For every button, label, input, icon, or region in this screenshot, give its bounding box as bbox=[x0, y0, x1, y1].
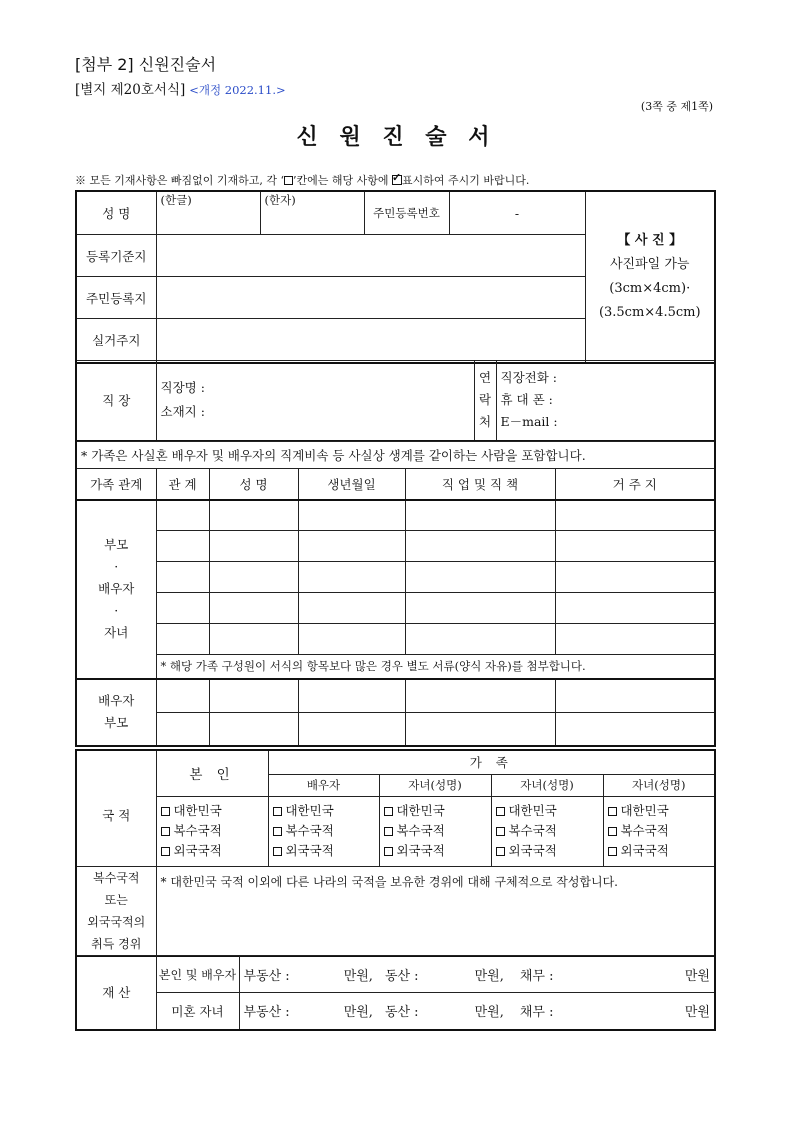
location-label: 소재지 : bbox=[160, 404, 205, 420]
option-label: 복수국적 bbox=[396, 823, 445, 838]
family-cell[interactable] bbox=[156, 679, 209, 713]
checked-checkbox-icon bbox=[392, 175, 402, 185]
nationality-table bbox=[75, 749, 716, 957]
note-text-3: 표시하여 주시기 바랍니다. bbox=[402, 174, 530, 187]
header-family-relation: 가족 관계 bbox=[76, 469, 156, 500]
instruction-note bbox=[75, 172, 529, 188]
unit-label: 만원, bbox=[474, 1005, 504, 1021]
unit-label: 만원 bbox=[684, 1005, 710, 1021]
empty-checkbox-icon bbox=[284, 176, 293, 185]
option-foreign[interactable] bbox=[608, 841, 711, 861]
address-field[interactable] bbox=[156, 277, 585, 319]
member-child-3: 자녀(성명) bbox=[603, 774, 715, 796]
group1-line-1: 부모 bbox=[104, 537, 129, 552]
family-cell[interactable] bbox=[555, 624, 715, 655]
family-cell[interactable] bbox=[209, 713, 298, 746]
form-number-text: [별지 제20호서식] bbox=[75, 82, 186, 98]
workplace-field[interactable] bbox=[156, 361, 474, 441]
contact-char-3: 처 bbox=[478, 414, 492, 430]
unit-label: 만원, bbox=[343, 968, 373, 984]
member-child-1: 자녀(성명) bbox=[379, 774, 491, 796]
self-label bbox=[156, 750, 268, 796]
option-korean[interactable] bbox=[496, 801, 599, 821]
option-label: 복수국적 bbox=[620, 823, 669, 838]
assets-table bbox=[75, 955, 716, 1031]
family-cell[interactable] bbox=[405, 713, 555, 746]
checkbox-icon[interactable] bbox=[273, 847, 282, 856]
group1-line-5: 자녀 bbox=[104, 625, 129, 640]
header-name: 성 명 bbox=[209, 469, 298, 500]
checkbox-icon[interactable] bbox=[496, 847, 505, 856]
option-korean[interactable] bbox=[608, 801, 711, 821]
rrn-label: 주민등록번호 bbox=[365, 192, 450, 234]
nat-options-child-2 bbox=[491, 796, 603, 866]
assets-label: 재 산 bbox=[76, 956, 156, 1030]
family-nat-label-text: 가 족 bbox=[469, 755, 513, 771]
self-label-text: 본 인 bbox=[189, 767, 235, 784]
nationality-label: 국 적 bbox=[76, 750, 156, 866]
family-cell[interactable] bbox=[209, 531, 298, 562]
checkbox-icon[interactable] bbox=[384, 827, 393, 836]
family-cell[interactable] bbox=[298, 531, 405, 562]
family-cell[interactable] bbox=[405, 500, 555, 531]
form-number bbox=[75, 78, 286, 98]
family-cell[interactable] bbox=[298, 593, 405, 624]
option-label: 대한민국 bbox=[508, 803, 557, 818]
family-extra-note: * 해당 가족 구성원이 서식의 항목보다 많은 경우 별도 서류(양식 자유)를 첨부합니다. bbox=[156, 655, 715, 679]
family-cell[interactable] bbox=[156, 593, 209, 624]
option-label: 외국국적 bbox=[620, 843, 669, 858]
option-foreign[interactable] bbox=[496, 841, 599, 861]
option-label: 외국국적 bbox=[508, 843, 557, 858]
family-table bbox=[75, 441, 716, 747]
checkbox-icon[interactable] bbox=[608, 847, 617, 856]
unit-label: 만원 bbox=[684, 968, 710, 984]
option-label: 복수국적 bbox=[508, 823, 557, 838]
option-dual[interactable] bbox=[496, 821, 599, 841]
option-dual[interactable] bbox=[273, 821, 375, 841]
name-korean-field[interactable] bbox=[156, 191, 260, 235]
workplace-label: 직 장 bbox=[76, 361, 156, 441]
group1-line-4: · bbox=[114, 603, 119, 618]
option-label: 복수국적 bbox=[285, 823, 334, 838]
family-cell[interactable] bbox=[156, 713, 209, 746]
family-cell[interactable] bbox=[209, 624, 298, 655]
photo-title: 【 사 진 】 bbox=[617, 232, 683, 248]
work-phone-label: 직장전화 : bbox=[500, 370, 557, 386]
email-label: E－mail : bbox=[500, 414, 558, 430]
movable-label: 동산 : bbox=[384, 968, 419, 984]
assets-field-self-spouse[interactable] bbox=[239, 956, 715, 993]
debt-label: 채무 : bbox=[519, 968, 554, 984]
group1-line-2: · bbox=[114, 559, 119, 574]
group2-line-2: 부모 bbox=[104, 715, 129, 730]
attachment-label: [첨부 2] 신원진술서 bbox=[75, 55, 217, 74]
family-cell[interactable] bbox=[298, 624, 405, 655]
option-foreign[interactable] bbox=[161, 841, 264, 861]
registry-field[interactable] bbox=[156, 235, 585, 277]
dual-nationality-field[interactable] bbox=[156, 866, 715, 956]
contact-field[interactable] bbox=[496, 361, 715, 441]
family-cell[interactable] bbox=[209, 562, 298, 593]
option-label: 외국국적 bbox=[285, 843, 334, 858]
mobile-label: 휴 대 폰 : bbox=[500, 392, 553, 408]
group2-line-1: 배우자 bbox=[98, 693, 135, 708]
unit-label: 만원, bbox=[474, 968, 504, 984]
family-note: * 가족은 사실혼 배우자 및 배우자의 직계비속 등 사실상 생계를 같이하는 사람을 포함합니다. bbox=[76, 442, 715, 469]
group-spouse-parents bbox=[76, 679, 156, 746]
option-foreign[interactable] bbox=[384, 841, 487, 861]
option-label: 대한민국 bbox=[285, 803, 334, 818]
family-cell[interactable] bbox=[405, 593, 555, 624]
dual-note: * 대한민국 국적 이외에 다른 나라의 국적을 보유한 경위에 대해 구체적으로 작성합니다. bbox=[160, 874, 618, 889]
option-dual[interactable] bbox=[608, 821, 711, 841]
checkbox-icon[interactable] bbox=[384, 847, 393, 856]
assets-row-unmarried-children: 미혼 자녀 bbox=[156, 993, 239, 1030]
family-cell[interactable] bbox=[555, 531, 715, 562]
residence-field[interactable] bbox=[156, 319, 585, 363]
family-nat-label bbox=[268, 750, 715, 774]
member-child-2: 자녀(성명) bbox=[491, 774, 603, 796]
family-cell[interactable] bbox=[405, 531, 555, 562]
option-label: 대한민국 bbox=[396, 803, 445, 818]
family-cell[interactable] bbox=[555, 713, 715, 746]
nat-options-spouse bbox=[268, 796, 379, 866]
option-korean[interactable] bbox=[384, 801, 487, 821]
assets-field-unmarried-children[interactable] bbox=[239, 993, 715, 1030]
name-hanja-field[interactable] bbox=[260, 191, 364, 235]
option-foreign[interactable] bbox=[273, 841, 375, 861]
family-cell[interactable] bbox=[156, 531, 209, 562]
dual-label-3: 외국국적의 bbox=[87, 914, 146, 929]
family-cell[interactable] bbox=[156, 500, 209, 531]
header-relation: 관 계 bbox=[156, 469, 209, 500]
workplace-table bbox=[75, 360, 716, 442]
family-cell[interactable] bbox=[298, 713, 405, 746]
checkbox-icon[interactable] bbox=[496, 827, 505, 836]
company-label: 직장명 : bbox=[160, 380, 205, 396]
checkbox-icon[interactable] bbox=[608, 827, 617, 836]
note-text-2: ’칸에는 해당 사항에 bbox=[293, 174, 392, 187]
option-label: 외국국적 bbox=[396, 843, 445, 858]
family-cell[interactable] bbox=[156, 562, 209, 593]
family-cell[interactable] bbox=[298, 562, 405, 593]
page-title: 신 원 진 술 서 bbox=[296, 125, 497, 150]
debt-label: 채무 : bbox=[519, 1005, 554, 1021]
registry-label: 등록기준지 bbox=[76, 235, 156, 277]
option-korean[interactable] bbox=[161, 801, 264, 821]
family-cell[interactable] bbox=[298, 500, 405, 531]
contact-label bbox=[474, 361, 496, 441]
dual-nationality-label bbox=[76, 866, 156, 956]
header-occupation: 직 업 및 직 책 bbox=[405, 469, 555, 500]
name-label: 성 명 bbox=[76, 191, 156, 235]
rrn-dash: - bbox=[514, 205, 520, 221]
option-dual[interactable] bbox=[161, 821, 264, 841]
unit-label: 만원, bbox=[343, 1005, 373, 1021]
dual-label-1: 복수국적 bbox=[93, 870, 140, 885]
assets-row-self-spouse: 본인 및 배우자 bbox=[156, 956, 239, 993]
page-indicator: (3쪽 중 제1쪽) bbox=[640, 100, 713, 113]
option-label: 대한민국 bbox=[620, 803, 669, 818]
family-cell[interactable] bbox=[156, 624, 209, 655]
nat-options-child-3 bbox=[603, 796, 715, 866]
photo-line-1: 사진파일 가능 bbox=[610, 256, 690, 272]
family-cell[interactable] bbox=[405, 679, 555, 713]
nat-options-self bbox=[156, 796, 268, 866]
checkbox-icon[interactable] bbox=[273, 807, 282, 816]
movable-label: 동산 : bbox=[384, 1005, 419, 1021]
checkbox-icon[interactable] bbox=[273, 827, 282, 836]
family-cell[interactable] bbox=[555, 593, 715, 624]
revision-date: <개정 2022.11.> bbox=[189, 83, 286, 97]
personal-info-table bbox=[75, 190, 716, 364]
family-cell[interactable] bbox=[209, 500, 298, 531]
option-label: 외국국적 bbox=[173, 843, 222, 858]
dual-label-2: 또는 bbox=[104, 892, 128, 907]
family-cell[interactable] bbox=[209, 679, 298, 713]
contact-char-2: 락 bbox=[478, 392, 492, 408]
option-label: 대한민국 bbox=[173, 803, 222, 818]
residence-label: 실거주지 bbox=[76, 319, 156, 363]
member-spouse: 배우자 bbox=[268, 774, 379, 796]
real-estate-label: 부동산 : bbox=[243, 1005, 290, 1021]
option-dual[interactable] bbox=[384, 821, 487, 841]
checkbox-icon[interactable] bbox=[608, 807, 617, 816]
checkbox-icon[interactable] bbox=[161, 827, 170, 836]
rrn-field[interactable] bbox=[449, 192, 585, 234]
family-cell[interactable] bbox=[555, 500, 715, 531]
korean-hint: (한글) bbox=[160, 193, 192, 207]
checkbox-icon[interactable] bbox=[384, 807, 393, 816]
family-cell[interactable] bbox=[405, 624, 555, 655]
checkbox-icon[interactable] bbox=[161, 807, 170, 816]
header-birthdate: 생년월일 bbox=[298, 469, 405, 500]
family-cell[interactable] bbox=[555, 679, 715, 713]
option-label: 복수국적 bbox=[173, 823, 222, 838]
header-residence: 거 주 지 bbox=[555, 469, 715, 500]
contact-char-1: 연 bbox=[478, 370, 492, 386]
group-parents-spouse-children bbox=[76, 500, 156, 679]
family-cell[interactable] bbox=[298, 679, 405, 713]
group1-line-3: 배우자 bbox=[98, 581, 135, 596]
rrn-cell bbox=[364, 191, 585, 235]
dual-label-4: 취득 경위 bbox=[91, 936, 142, 951]
nat-options-child-1 bbox=[379, 796, 491, 866]
checkbox-icon[interactable] bbox=[161, 847, 170, 856]
note-text-1: ※ 모든 기재사항은 빠짐없이 기재하고, 각 ‘ bbox=[75, 174, 284, 187]
photo-line-3: (3.5cm×4.5cm) bbox=[598, 304, 701, 320]
family-cell[interactable] bbox=[405, 562, 555, 593]
hanja-hint: (한자) bbox=[264, 193, 296, 207]
family-cell[interactable] bbox=[209, 593, 298, 624]
address-label: 주민등록지 bbox=[76, 277, 156, 319]
checkbox-icon[interactable] bbox=[496, 807, 505, 816]
real-estate-label: 부동산 : bbox=[243, 968, 290, 984]
photo-line-2: (3cm×4cm)· bbox=[609, 280, 691, 296]
family-cell[interactable] bbox=[555, 562, 715, 593]
photo-box[interactable] bbox=[585, 191, 715, 363]
option-korean[interactable] bbox=[273, 801, 375, 821]
